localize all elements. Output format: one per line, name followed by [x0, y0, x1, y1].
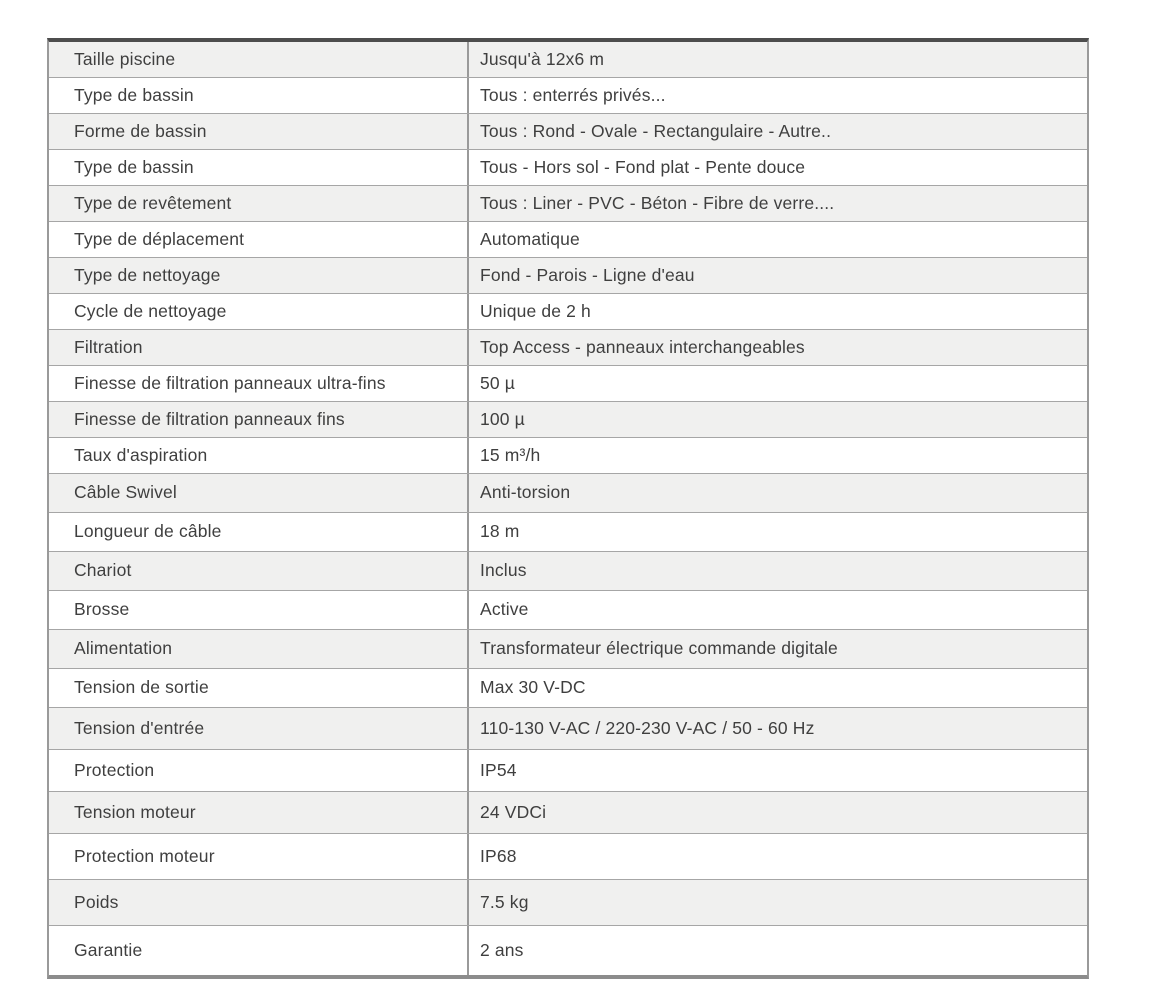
spec-value: 100 µ: [480, 408, 525, 429]
spec-row: [49, 77, 1087, 113]
spec-label: Filtration: [49, 330, 469, 365]
spec-row: [49, 113, 1087, 149]
spec-label: Type de déplacement: [49, 222, 469, 257]
spec-row: [49, 473, 1087, 512]
spec-value: Tous - Hors sol - Fond plat - Pente douce: [480, 156, 806, 177]
spec-value: Fond - Parois - Ligne d'eau: [480, 264, 695, 285]
spec-label: Brosse: [49, 591, 469, 629]
spec-label: Tension moteur: [49, 792, 469, 833]
spec-label: Type de bassin: [49, 78, 469, 113]
spec-value: Anti-torsion: [480, 482, 571, 503]
spec-label: Type de nettoyage: [49, 258, 469, 293]
spec-label: Longueur de câble: [49, 513, 469, 551]
spec-label: Type de revêtement: [49, 186, 469, 221]
spec-row: [49, 707, 1087, 749]
spec-value: Tous : Liner - PVC - Béton - Fibre de verre....: [480, 192, 835, 213]
spec-value: 24 VDCi: [480, 801, 547, 822]
spec-row: [49, 590, 1087, 629]
spec-label: Forme de bassin: [49, 114, 469, 149]
spec-row: [49, 401, 1087, 437]
spec-row: [49, 293, 1087, 329]
spec-value: Tous : enterrés privés...: [480, 84, 666, 105]
spec-table: [47, 38, 1089, 979]
spec-row: [49, 629, 1087, 668]
spec-value: IP68: [480, 845, 517, 866]
spec-value: 7.5 kg: [480, 891, 529, 912]
spec-row: [49, 833, 1087, 879]
spec-label: Chariot: [49, 552, 469, 590]
spec-label: Tension de sortie: [49, 669, 469, 707]
spec-label: Taux d'aspiration: [49, 438, 469, 473]
spec-row: [49, 925, 1087, 975]
spec-value: 18 m: [480, 521, 520, 542]
spec-value: Top Access - panneaux interchangeables: [480, 336, 805, 357]
spec-label: Protection moteur: [49, 834, 469, 879]
spec-row: [49, 365, 1087, 401]
spec-value: Max 30 V-DC: [480, 677, 586, 698]
spec-label: Cycle de nettoyage: [49, 294, 469, 329]
spec-row: [49, 185, 1087, 221]
spec-row: [49, 329, 1087, 365]
spec-value: Unique de 2 h: [480, 300, 591, 321]
spec-row: [49, 149, 1087, 185]
spec-label: Protection: [49, 750, 469, 791]
spec-label: Alimentation: [49, 630, 469, 668]
spec-row: [49, 791, 1087, 833]
spec-row: [49, 879, 1087, 925]
spec-value: Inclus: [480, 560, 527, 581]
spec-label: Finesse de filtration panneaux ultra-fins: [49, 366, 469, 401]
spec-label: Taille piscine: [49, 42, 469, 77]
spec-value: 15 m³/h: [480, 444, 541, 465]
spec-value: Automatique: [480, 228, 580, 249]
spec-value: Transformateur électrique commande digitale: [480, 638, 838, 659]
spec-value: Active: [480, 599, 529, 620]
spec-label: Poids: [49, 880, 469, 925]
spec-value: 110-130 V-AC / 220-230 V-AC / 50 - 60 Hz: [480, 717, 815, 738]
spec-value: 2 ans: [480, 939, 524, 960]
spec-label: Câble Swivel: [49, 474, 469, 512]
spec-label: Type de bassin: [49, 150, 469, 185]
spec-label: Finesse de filtration panneaux fins: [49, 402, 469, 437]
spec-row: [49, 668, 1087, 707]
spec-label: Tension d'entrée: [49, 708, 469, 749]
spec-row: [49, 257, 1087, 293]
spec-value: IP54: [480, 759, 517, 780]
spec-row: [49, 749, 1087, 791]
spec-value: Tous : Rond - Ovale - Rectangulaire - Autre..: [480, 120, 832, 141]
spec-value: 50 µ: [480, 372, 516, 393]
spec-value: Jusqu'à 12x6 m: [480, 48, 605, 69]
spec-row: [49, 512, 1087, 551]
spec-row: [49, 551, 1087, 590]
spec-row: [49, 437, 1087, 473]
spec-label: Garantie: [49, 926, 469, 975]
spec-row: [49, 42, 1087, 77]
spec-row: [49, 221, 1087, 257]
